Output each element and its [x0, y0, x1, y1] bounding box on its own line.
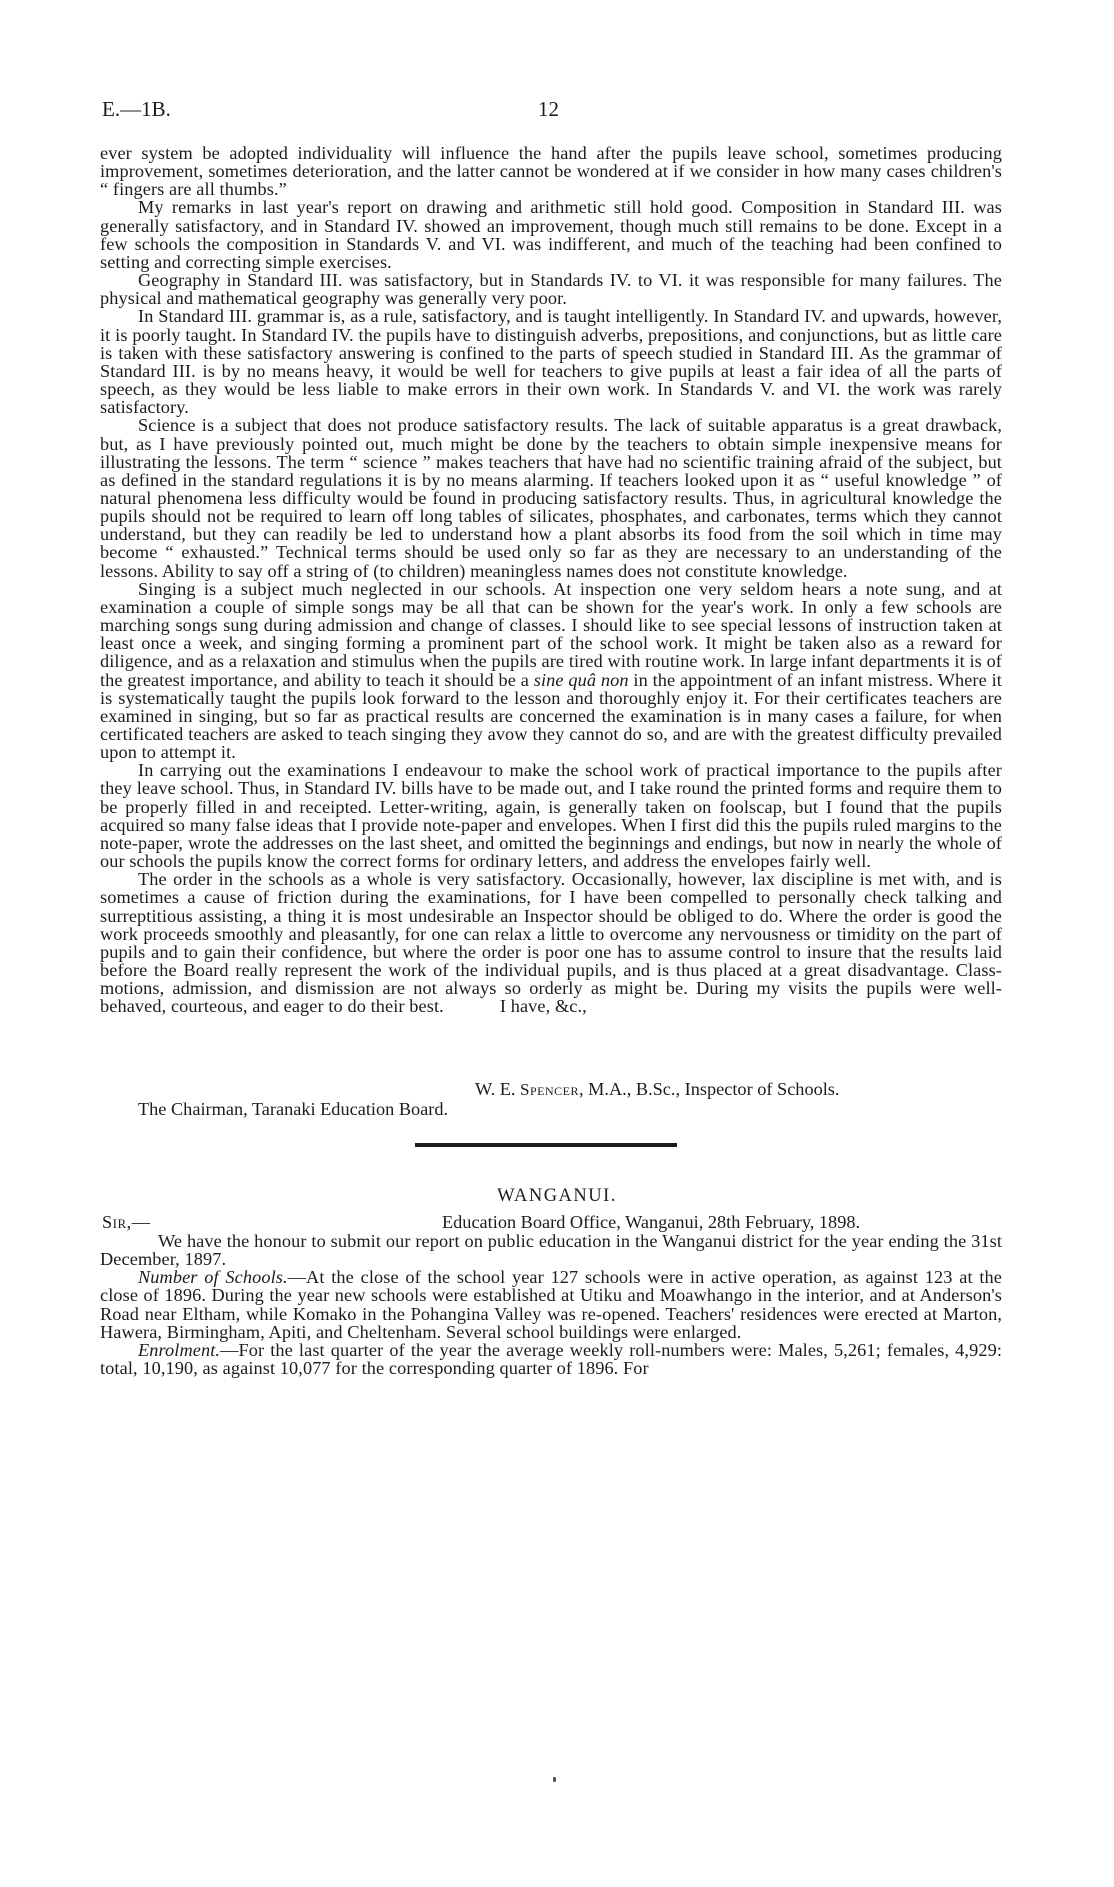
- page-number: 12: [538, 97, 559, 121]
- singing-text-before: Singing is a subject much neglected in our schools. At inspection one very seldom hears a note sung, and at examination a couple of simple songs may be all that can be shown for the year's work. In only a few schools are marching songs sung during admission and change of classes. I should like to see special lessons of instruction taken at least once a week, and singing forming a prominent part of the school work. It might be taken also as a reward for diligence, and as a relaxation and stimulus when the pupils are tired with routine work. In large infant departments it is of the greatest importance, and ability to teach it should be a: [100, 578, 1002, 690]
- paragraph-geography: Geography in Standard III. was satisfactory, but in Standards IV. to VI. it was responsible for many failures. The physical and mathematical geography was generally very poor.: [100, 270, 1002, 309]
- paragraph-number-of-schools: [100, 1268, 1002, 1341]
- closing-phrase: I have, &c.,: [499, 996, 587, 1017]
- order-text: The order in the schools as a whole is very satisfactory. Occasionally, however, lax discipline is met with, and is sometimes a cause of friction during the examinations, for I have been compelled to personally check talking and surreptitious assisting, a thing it is most undesirable an Inspector should be obliged to do. Where the order is good the work proceeds smoothly and pleasantly, for one can relax a little to overcome any nervousness or timidity on the part of pupils and to gain their confidence, but where the order is poor one has to assume control to insure that the results laid before the Board really represent the work of the individual pupils, and is thus placed at a great disadvantage. Class-motions, admission, and dismission are not always so orderly as might be. During my visits the pupils were well-behaved, courteous, and eager to do their best.: [100, 869, 1002, 1017]
- salutation: Sir,—: [102, 1212, 151, 1232]
- paragraph-examinations: In carrying out the examinations I endeavour to make the school work of practical importance to the pupils after they leave school. Thus, in Standard IV. bills have to be made out, and I take round the printed forms and require them to be properly filled in and receipted. Letter-writing, again, is generally taken on foolscap, but I found that the pupils acquired so many false ideas that I provide note-paper and envelopes. When I first did this the pupils ruled margins to the note-paper, wrote the addresses on the last sheet, and omitted the beginnings and endings, but now in nearly the whole of our schools the pupils know the correct forms for ordinary letters, and address the envelopes fairly well.: [100, 760, 1002, 872]
- heading-number-of-schools: Number of Schools.: [138, 1267, 288, 1288]
- paragraph-enrolment: [100, 1341, 1002, 1377]
- stray-mark: [553, 1777, 556, 1782]
- paragraph-handwriting: ever system be adopted individuality will influence the hand after the pupils leave school, sometimes producing improvement, sometimes deterioration, and the latter cannot be wondered at if we consider in how many cases children's “ fingers are all thumbs.”: [100, 143, 1002, 200]
- paragraph-intro: We have the honour to submit our report on public education in the Wanganui district for the year ending the 31st December, 1897.: [100, 1231, 1002, 1270]
- paragraph-drawing-composition: My remarks in last year's report on drawing and arithmetic still hold good. Composition in Standard III. was generally satisfactory, and in Standard IV. showed an improvement, though much still remains to be done. Except in a few schools the composition in Standards V. and VI. was indifferent, and much of the teaching had been confined to setting and correcting simple exercises.: [100, 197, 1002, 272]
- signature-initials: W. E.: [475, 1079, 521, 1099]
- taranaki-report-body: [100, 144, 1002, 1016]
- paragraph-singing: [100, 580, 1002, 762]
- page-header: [102, 97, 1002, 127]
- heading-enrolment: Enrolment.: [138, 1339, 221, 1360]
- signature: [475, 1080, 840, 1099]
- singing-italic-phrase: sine quâ non: [533, 669, 629, 690]
- section-title-wanganui: WANGANUI.: [497, 1186, 617, 1206]
- singing-text-after: in the appointment of an infant mistress. Where it is systematically taught the pupils look forward to the lesson and thoroughly enjoy it. For their certificates teachers are examined in singing, but so far as practical results are concerned the examination is in many cases a failure, for when certificated teachers are asked to teach singing they avow they cannot do so, and are with the greatest difficulty prevailed upon to attempt it.: [100, 669, 1002, 763]
- document-reference: E.—1B.: [102, 97, 171, 121]
- addressee: The Chairman, Taranaki Education Board.: [138, 1099, 449, 1119]
- text-enrolment: —For the last quarter of the year the average weekly roll-numbers were: Males, 5,261; females, 4,929: total, 10,190, as against 10,077 for the corresponding quarter of 1896. For: [100, 1339, 1002, 1379]
- text-number-of-schools: —At the close of the school year 127 schools were in active operation, as against 123 at the close of 1896. During the year new schools were established at Utiku and Moawhango in the interior, and at Anderson's Road near Eltham, while Komako in the Pohangina Valley was re-opened. Teachers' residences were erected at Marton, Hawera, Birmingham, Apiti, and Cheltenham. Several school buildings were enlarged.: [100, 1267, 1003, 1342]
- wanganui-report-body: [100, 1232, 1002, 1377]
- dateline: Education Board Office, Wanganui, 28th February, 1898.: [442, 1212, 861, 1232]
- paragraph-science: Science is a subject that does not produce satisfactory results. The lack of suitable apparatus is a great drawback, but, as I have previously pointed out, much might be done by the teachers to obtain simple inexpensive means for illustrating the lessons. The term “ science ” makes teachers that have had no scientific training afraid of the subject, but as defined in the standard regulations it is by no means alarming. If teachers looked upon it as “ useful knowledge ” of natural phenomena less difficulty would be found in producing satisfactory results. Thus, in agricultural knowledge the pupils should not be required to learn off long tables of silicates, phosphates, and carbonates, terms which they cannot understand, but they can readily be led to understand how a plant absorbs its food from the soil which in time may become “ exhausted.” Technical terms should be used only so far as they are necessary to an understanding of the lessons. Ability to say off a string of (to children) meaningless names does not constitute knowledge.: [100, 415, 1002, 581]
- paragraph-grammar: In Standard III. grammar is, as a rule, satisfactory, and is taught intelligently. In Standard IV. and upwards, however, it is poorly taught. In Standard IV. the pupils have to distinguish adverbs, prepositions, and conjunctions, but as little care is taken with these satisfactory answering is confined to the parts of speech studied in Standard III. As the grammar of Standard III. is by no means heavy, it would be well for teachers to give pupils at least a fair idea of all the parts of speech, as they would be less liable to make errors in their own work. In Standards V. and VI. the work was rarely satisfactory.: [100, 306, 1002, 418]
- salutation-row: [102, 1212, 1002, 1232]
- section-divider: [415, 1143, 677, 1147]
- signature-surname: Spencer: [520, 1080, 579, 1099]
- signature-titles: , M.A., B.Sc., Inspector of Schools.: [579, 1079, 840, 1099]
- paragraph-order: [100, 870, 1002, 1015]
